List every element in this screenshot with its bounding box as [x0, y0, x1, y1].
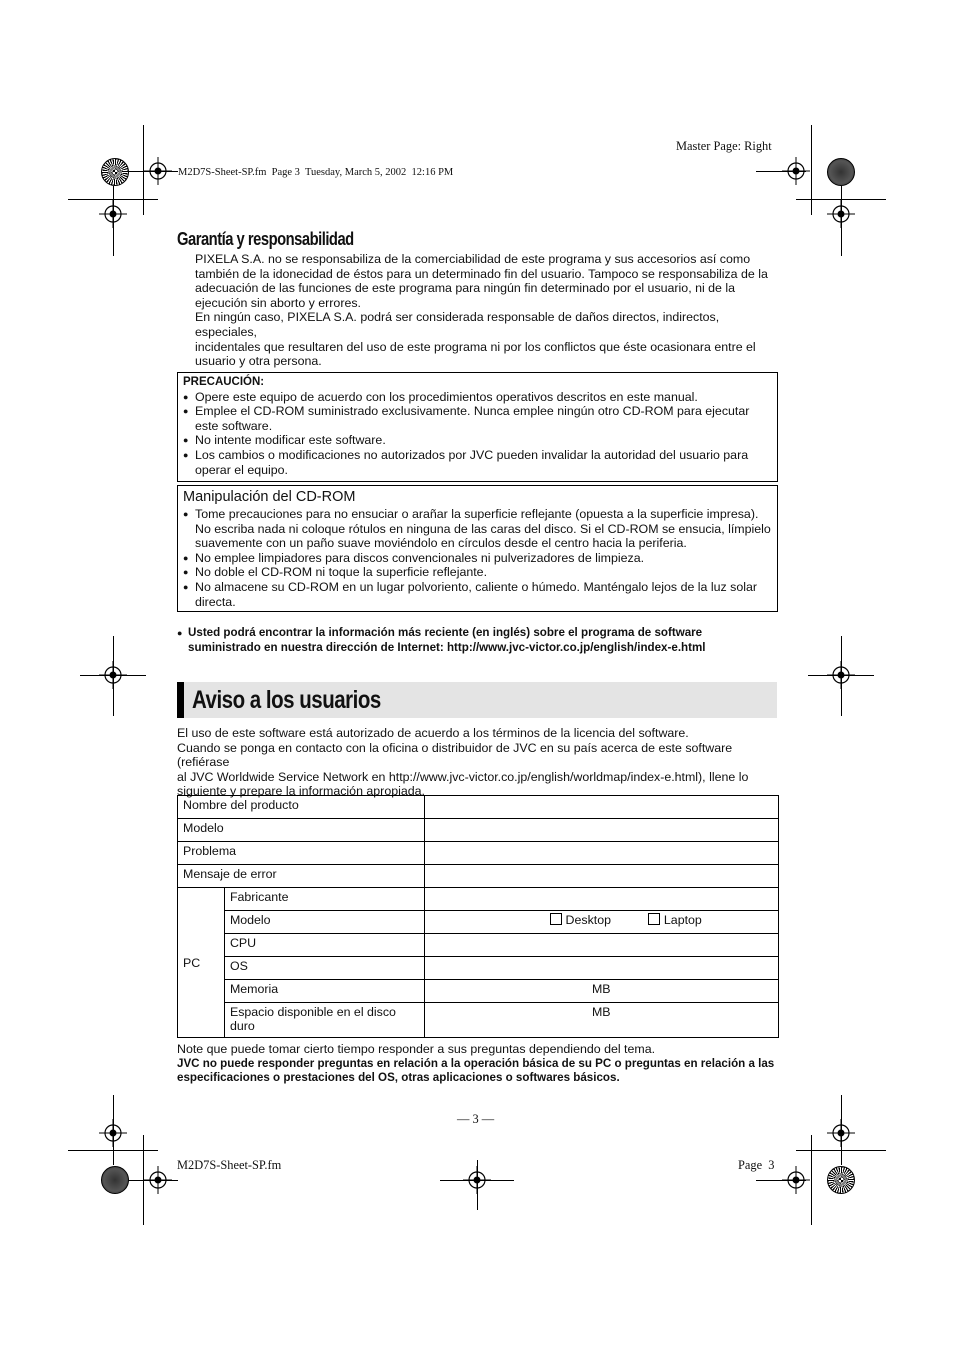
list-item: ● Los cambios o modificaciones no autorizados por JVC pueden invalidar la autoridad del usuario para operar el equipo. — [183, 448, 772, 477]
registration-mark-icon — [99, 1119, 127, 1147]
table-row: CPU — [178, 934, 779, 957]
section-title-marker — [177, 682, 184, 718]
user-info-form — [177, 795, 779, 1038]
star-wheel-icon — [101, 158, 129, 186]
pc-label: PC — [178, 888, 225, 1038]
registration-mark-icon — [827, 1119, 855, 1147]
caution-title: PRECAUCIÓN: — [183, 376, 265, 388]
problem-field[interactable] — [424, 842, 778, 865]
caution-box — [177, 372, 778, 482]
handling-box — [177, 485, 778, 612]
list-item: ● No emplee limpiadores para discos convencionales ni pulverizadores de limpieza. — [183, 551, 772, 566]
memory-field[interactable]: MB — [424, 980, 778, 1003]
manufacturer-field[interactable] — [424, 888, 778, 911]
registration-mark-icon — [827, 200, 855, 228]
pc-model-field: Desktop Laptop — [424, 911, 778, 934]
product-name-field[interactable] — [424, 796, 778, 819]
model-field[interactable] — [424, 819, 778, 842]
internet-notice: ● Usted podrá encontrar la información más reciente (en inglés) sobre el programa de software suministrado en nuestra dirección de Internet: http://www.jvc-victor.co.jp/english/index-e.html — [177, 626, 706, 654]
gray-wheel-icon — [827, 158, 855, 186]
table-row: OS — [178, 957, 779, 980]
table-row: PC Fabricante — [178, 888, 779, 911]
gray-wheel-icon — [101, 1166, 129, 1194]
table-row: Nombre del producto — [178, 796, 779, 819]
section-title: Aviso a los usuarios — [192, 686, 381, 714]
list-item: ● Emplee el CD-ROM suministrado exclusivamente. Nunca emplee ningún otro CD-ROM para ejecutar este software. — [183, 404, 772, 433]
star-wheel-icon — [827, 1166, 855, 1194]
table-row: Modelo Desktop Laptop — [178, 911, 779, 934]
handling-title: Manipulación del CD-ROM — [183, 489, 356, 505]
footer-page: Page 3 — [738, 1158, 775, 1172]
file-info: M2D7S-Sheet-SP.fm Page 3 Tuesday, March 5, 2002 12:16 PM — [178, 167, 454, 178]
list-item: ● No doble el CD-ROM ni toque la superficie reflejante. — [183, 565, 772, 580]
table-row: Modelo — [178, 819, 779, 842]
list-item: ● Tome precauciones para no ensuciar o arañar la superficie reflejante (opuesta a la superficie impresa). No escriba nada ni coloque rótulos en ninguna de las caras del disco. Si el CD-ROM se ensucia, límpielo suavemente con un paño suave moviéndolo en círculos desde el centro hacia la periferia. — [183, 507, 772, 551]
warranty-text: PIXELA S.A. no se responsabiliza de la comerciabilidad de este programa y sus accesorios así como también de la idonecidad de éstos para un determinado fin del usuario. Tampoco se responsabiliza de la adecuación de las funciones de este programa para ningún fin determinado por el usuario, ni de la ejecución sin aborto y errores. En ningún caso, PIXELA S.A. podrá ser considerada responsable de daños directos, indirectos, especiales, incidentales que resultaren del uso de este programa ni por los conflictos que éste ocasionara entre el usuario y otra persona. — [195, 252, 768, 369]
page-number: — 3 — — [457, 1112, 495, 1126]
registration-mark-icon — [144, 1166, 172, 1194]
cpu-field[interactable] — [424, 934, 778, 957]
disk-space-field[interactable]: MB — [424, 1003, 778, 1038]
registration-mark-icon — [99, 661, 127, 689]
list-item: ● No intente modificar este software. — [183, 433, 772, 448]
registration-mark-icon — [99, 200, 127, 228]
footer-note: Note que puede tomar cierto tiempo responder a sus preguntas dependiendo del tema. JVC no puede responder preguntas en relación a la operación básica de su PC o preguntas en relación a las especificaciones o prestaciones del OS, otras aplicaciones o softwares básicos. — [177, 1042, 775, 1085]
table-row: Espacio disponible en el disco duro MB — [178, 1003, 779, 1038]
registration-mark-icon — [463, 1166, 491, 1194]
os-field[interactable] — [424, 957, 778, 980]
registration-mark-icon — [782, 1166, 810, 1194]
desktop-checkbox[interactable] — [550, 913, 562, 925]
warranty-heading: Garantía y responsabilidad — [177, 229, 354, 249]
registration-mark-icon — [144, 157, 172, 185]
table-row: Problema — [178, 842, 779, 865]
section-intro: El uso de este software está autorizado de acuerdo a los términos de la licencia del software. Cuando se ponga en contacto con la oficina o distribuidor de JVC en su país acerca de este software (refiérase al JVC Worldwide Service Network en http://www.jvc-victor.co.jp/english/worldmap/index-e.html), llene lo siguiente y prepare la información apropiada. — [177, 726, 749, 799]
table-row: Memoria MB — [178, 980, 779, 1003]
list-item: ● Opere este equipo de acuerdo con los procedimientos operativos descritos en este manual. — [183, 390, 772, 405]
registration-mark-icon — [782, 157, 810, 185]
laptop-checkbox[interactable] — [648, 913, 660, 925]
registration-mark-icon — [827, 661, 855, 689]
master-page-label: Master Page: Right — [676, 139, 772, 153]
footer-filename: M2D7S-Sheet-SP.fm — [177, 1158, 282, 1172]
error-message-field[interactable] — [424, 865, 778, 888]
table-row: Mensaje de error — [178, 865, 779, 888]
list-item: ● No almacene su CD-ROM en un lugar polvoriento, caliente o húmedo. Manténgalo lejos de la luz solar directa. — [183, 580, 772, 609]
